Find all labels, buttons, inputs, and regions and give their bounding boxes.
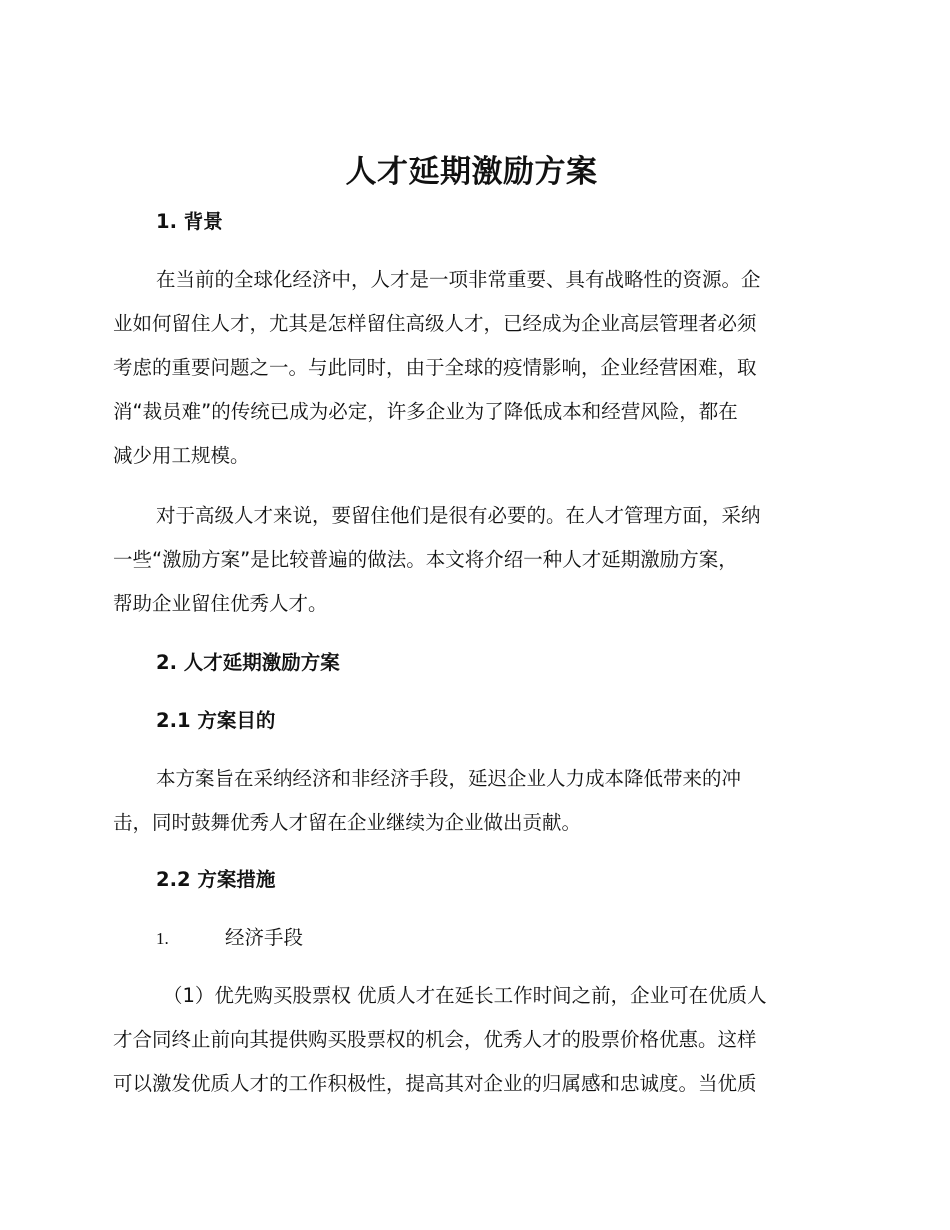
paragraph-line: 击，同时鼓舞优秀人才留在企业继续为企业做出贡献。 bbox=[113, 811, 582, 834]
list-item bbox=[156, 924, 303, 953]
measures-paragraph bbox=[113, 974, 830, 1106]
list-item-number: 1. bbox=[156, 929, 169, 948]
paragraph-line: 帮助企业留住优秀人才。 bbox=[113, 592, 328, 615]
purpose-paragraph bbox=[113, 757, 830, 845]
list-item-text: 经济手段 bbox=[225, 926, 304, 949]
paragraph-line: 对于高级人才来说，要留住他们是很有必要的。在人才管理方面，采纳 bbox=[156, 504, 761, 527]
document-title: 人才延期激励方案 bbox=[345, 154, 598, 190]
paragraph-line: （1）优先购买股票权 优质人才在延长工作时间之前，企业可在优质人 bbox=[163, 984, 767, 1007]
paragraph-line: 才合同终止前向其提供购买股票权的机会，优秀人才的股票价格优惠。这样 bbox=[113, 1028, 757, 1051]
paragraph-line: 可以激发优质人才的工作积极性，提高其对企业的归属感和忠诚度。当优质 bbox=[113, 1072, 757, 1095]
section-heading-background: 1. 背景 bbox=[156, 210, 223, 233]
background-paragraph-1 bbox=[113, 258, 830, 478]
subsection-heading-measures: 2.2 方案措施 bbox=[156, 868, 276, 891]
section-heading-plan: 2. 人才延期激励方案 bbox=[156, 651, 340, 674]
subsection-heading-purpose: 2.1 方案目的 bbox=[156, 709, 276, 732]
background-paragraph-2 bbox=[113, 494, 830, 626]
paragraph-line: 考虑的重要问题之一。与此同时，由于全球的疫情影响，企业经营困难，取 bbox=[113, 356, 757, 379]
paragraph-line: 减少用工规模。 bbox=[113, 444, 250, 467]
paragraph-line: 本方案旨在采纳经济和非经济手段，延迟企业人力成本降低带来的冲 bbox=[156, 767, 742, 790]
paragraph-line: 业如何留住人才，尤其是怎样留住高级人才，已经成为企业高层管理者必须 bbox=[113, 312, 757, 335]
paragraph-line: 在当前的全球化经济中，人才是一项非常重要、具有战略性的资源。企 bbox=[156, 268, 761, 291]
paragraph-line: 一些“激励方案”是比较普遍的做法。本文将介绍一种人才延期激励方案， bbox=[113, 548, 738, 571]
paragraph-line: 消“裁员难”的传统已成为必定，许多企业为了降低成本和经营风险，都在 bbox=[113, 400, 738, 423]
